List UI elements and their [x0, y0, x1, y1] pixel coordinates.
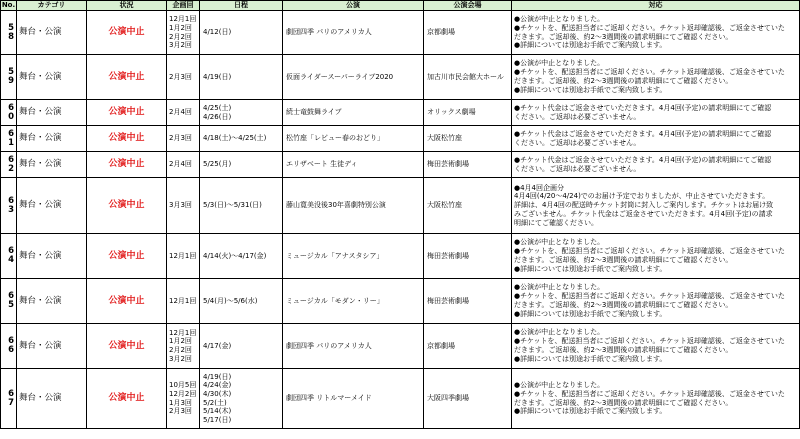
header-dates: 日程 [200, 1, 283, 11]
category-cell: 舞台・公演 [17, 324, 87, 369]
dates-cell-line: 4/14(火)～4/17(金) [203, 251, 267, 260]
header-venue: 公演会場 [424, 1, 512, 11]
dates-cell [200, 152, 283, 178]
table-row [1, 324, 800, 369]
round-cell-line: 2月2回 [169, 346, 192, 354]
status-cell: 公演中止 [87, 369, 167, 429]
dates-cell-line: 4/17(金) [203, 341, 232, 350]
row-number: 67 [1, 369, 17, 429]
response-cell-line: ●詳細については別途お手紙でご案内致します。 [514, 354, 667, 363]
response-cell-line: ください。ご返却は必要ございません。 [514, 164, 641, 173]
round-cell-line: 1月3回 [169, 398, 192, 407]
status-cell: 公演中止 [87, 11, 167, 55]
row-number: 63 [1, 178, 17, 234]
round-cell-line: 2月2回 [169, 32, 192, 41]
header-category: カテゴリ [17, 1, 87, 11]
table-row [1, 55, 800, 100]
dates-cell [200, 11, 283, 55]
header-no: No. [1, 1, 16, 9]
performance-cell: 松竹座「レビュー春のおどり」 [283, 126, 424, 152]
venue-cell: 京都劇場 [424, 324, 512, 369]
round-cell [167, 152, 200, 178]
dates-cell-line: 5/17(日) [203, 415, 232, 424]
table-body [1, 11, 800, 429]
performance-cell: 劇団四季 パリのアメリカ人 [283, 324, 424, 369]
table-row [1, 234, 800, 279]
response-cell-line: ●公演が中止となりました。 [514, 238, 605, 247]
performance-cell: ミュージカル「モダン・リー」 [283, 279, 424, 324]
response-cell-line: ●詳細については別途お手紙でご案内致します。 [514, 407, 667, 416]
category-cell: 舞台・公演 [17, 178, 87, 234]
response-cell [512, 234, 800, 279]
dates-cell-line: 4/26(日) [203, 112, 232, 121]
category-cell: 舞台・公演 [17, 100, 87, 126]
response-cell [512, 55, 800, 100]
response-cell-line: ●4月4回企画分 [514, 183, 565, 192]
response-cell-line: ●チケットを、配送担当者にご返却ください。チケット返却確認後、ご返金させていた [514, 389, 785, 398]
round-cell-line: 2月4回 [169, 160, 192, 169]
dates-cell [200, 234, 283, 279]
performance-cell: ミュージカル「アナスタシア」 [283, 234, 424, 279]
status-cell: 公演中止 [87, 234, 167, 279]
round-cell-line: 12月1回 [169, 251, 197, 260]
dates-cell [200, 178, 283, 234]
round-cell-line: 12月1回 [169, 15, 197, 24]
round-cell [167, 126, 200, 152]
dates-cell [200, 369, 283, 429]
status-cell: 公演中止 [87, 279, 167, 324]
response-cell-line: ●詳細については別途お手紙でご案内致します。 [514, 264, 667, 273]
table-row [1, 279, 800, 324]
response-cell-line: ●詳細については別途お手紙でご案内致します。 [514, 309, 667, 318]
venue-cell: 梅田芸術劇場 [424, 279, 512, 324]
row-number: 66 [1, 324, 17, 369]
round-cell-line: 3月2回 [169, 41, 192, 50]
venue-cell: 加古川市民会館大ホール [424, 55, 512, 100]
performance-cell: 仮面ライダースーパーライブ2020 [283, 55, 424, 100]
response-cell-line: みございません。チケット代金はご返金させていただきます。4月4回(予定)の請求 [514, 209, 773, 218]
response-cell-line: ●チケット代金はご返金させていただきます。4月4回(予定)の請求明細にてご確認 [514, 129, 772, 138]
performance-cell: 劇団四季 パリのアメリカ人 [283, 11, 424, 55]
dates-cell [200, 100, 283, 126]
response-cell [512, 126, 800, 152]
category-cell: 舞台・公演 [17, 369, 87, 429]
performance-cell: エリザベート 生徒ディ [283, 152, 424, 178]
response-cell-line: ●公演が中止となりました。 [514, 59, 605, 68]
category-cell: 舞台・公演 [17, 126, 87, 152]
category-cell: 舞台・公演 [17, 11, 87, 55]
status-cell: 公演中止 [87, 55, 167, 100]
dates-cell-line: 5/3(日)～5/31(日) [203, 201, 262, 210]
row-number: 65 [1, 279, 17, 324]
table-header-row [1, 1, 800, 11]
table-row [1, 126, 800, 152]
header-response: 対応 [512, 1, 800, 11]
round-cell-line: 2月4回 [169, 108, 192, 117]
dates-cell [200, 324, 283, 369]
venue-cell: オリックス劇場 [424, 100, 512, 126]
round-cell-line: 12月1回 [169, 296, 197, 305]
response-cell-line: だきます。ご返却後、約2～3週間後の請求明細にてご確認ください。 [514, 398, 733, 407]
round-cell-line: 12月1回 [169, 328, 197, 337]
dates-cell-line: 5/2(土) [203, 398, 227, 407]
response-cell-line: だきます。ご返却後、約2～3週間後の請求明細にてご確認ください。 [514, 301, 733, 309]
dates-cell [200, 55, 283, 100]
round-cell-line: 2月3回 [169, 72, 192, 81]
round-cell-line: 1月2回 [169, 23, 192, 32]
round-cell-line: 12月2回 [169, 389, 197, 398]
table-row [1, 11, 800, 55]
venue-cell: 大阪四季劇場 [424, 369, 512, 429]
dates-cell-line: 4/24(金) [203, 381, 232, 390]
round-cell-line: 2月3回 [169, 134, 192, 143]
category-cell: 舞台・公演 [17, 279, 87, 324]
venue-cell: 梅田芸術劇場 [424, 234, 512, 279]
response-cell-line: だきます。ご返却後、約2～3週間後の請求明細にてご確認ください。 [514, 256, 733, 264]
performance-cell: 続士竜鼓舞ライブ [283, 100, 424, 126]
response-cell-line: ●チケットを、配送担当者にご返却ください。チケット返却確認後、ご返金させていた [514, 23, 785, 32]
round-cell [167, 369, 200, 429]
header-round: 企画回 [167, 1, 200, 11]
venue-cell: 大阪松竹座 [424, 126, 512, 152]
table-row [1, 178, 800, 234]
venue-cell: 京都劇場 [424, 11, 512, 55]
response-cell [512, 100, 800, 126]
response-cell-line: ●公演が中止となりました。 [514, 328, 605, 337]
response-cell-line: ください。ご返却は必要ございません。 [514, 112, 641, 121]
response-cell [512, 152, 800, 178]
round-cell-line: 3月3回 [169, 201, 192, 210]
response-cell-line: ●チケット代金はご返金させていただきます。4月4回(予定)の請求明細にてご確認 [514, 155, 772, 164]
header-status: 状況 [87, 1, 167, 11]
venue-cell: 梅田芸術劇場 [424, 152, 512, 178]
round-cell-line: 1月2回 [169, 337, 192, 346]
round-cell [167, 279, 200, 324]
performance-cell: 藤山寛美没後30年喜劇特別公演 [283, 178, 424, 234]
response-cell-line: だきます。ご返却後、約2～3週間後の請求明細にてご確認ください。 [514, 77, 733, 85]
round-cell-line: 10月5回 [169, 381, 197, 390]
response-cell [512, 11, 800, 55]
status-cell: 公演中止 [87, 152, 167, 178]
category-cell: 舞台・公演 [17, 234, 87, 279]
dates-cell [200, 279, 283, 324]
dates-cell-line: 4/18(土)～4/25(土) [203, 134, 267, 143]
dates-cell-line: 5/14(木) [203, 407, 232, 416]
status-cell: 公演中止 [87, 100, 167, 126]
dates-cell [200, 126, 283, 152]
response-cell-line: ●詳細については別途お手紙でご案内致します。 [514, 85, 667, 94]
round-cell [167, 234, 200, 279]
row-number: 59 [1, 55, 17, 100]
response-cell-line: だきます。ご返却後、約2～3週間後の請求明細にてご確認ください。 [514, 346, 733, 354]
response-cell-line: 4月4回(4/20～4/24)でのお届け予定でおりましたが、中止させていただきます。 [514, 192, 770, 201]
status-cell: 公演中止 [87, 126, 167, 152]
dates-cell-line: 4/19(日) [203, 372, 232, 381]
table-row [1, 152, 800, 178]
response-cell-line: ●公演が中止となりました。 [514, 283, 605, 292]
response-cell-line: ●チケット代金はご返金させていただきます。4月4回(予定)の請求明細にてご確認 [514, 103, 772, 112]
category-cell: 舞台・公演 [17, 55, 87, 100]
response-cell [512, 279, 800, 324]
row-number: 60 [1, 100, 17, 126]
row-number: 64 [1, 234, 17, 279]
venue-cell: 大阪松竹座 [424, 178, 512, 234]
dates-cell-line: 4/19(日) [203, 72, 232, 81]
row-number: 62 [1, 152, 17, 178]
response-cell-line: ●チケットを、配送担当者にご返却ください。チケット返却確認後、ご返金させていた [514, 68, 785, 77]
response-cell [512, 324, 800, 369]
response-cell-line: ●チケットを、配送担当者にご返却ください。チケット返却確認後、ご返金させていた [514, 337, 785, 346]
response-cell-line: ●チケットを、配送担当者にご返却ください。チケット返却確認後、ご返金させていた [514, 247, 785, 256]
response-cell [512, 369, 800, 429]
table-row [1, 100, 800, 126]
round-cell [167, 11, 200, 55]
round-cell-line: 3月2回 [169, 354, 192, 363]
round-cell [167, 178, 200, 234]
dates-cell-line: 4/30(木) [203, 389, 232, 398]
round-cell [167, 324, 200, 369]
dates-cell-line: 5/25(月) [203, 160, 232, 169]
round-cell [167, 55, 200, 100]
header-performance: 公演 [283, 1, 424, 11]
round-cell [167, 100, 200, 126]
dates-cell-line: 4/25(土) [203, 103, 232, 112]
status-cell: 公演中止 [87, 324, 167, 369]
table-row [1, 369, 800, 429]
dates-cell-line: 4/12(日) [203, 28, 232, 37]
response-cell [512, 178, 800, 234]
response-cell-line: ●詳細については別途お手紙でご案内致します。 [514, 41, 667, 50]
dates-cell-line: 5/4(月)～5/6(水) [203, 296, 258, 305]
round-cell-line: 2月3回 [169, 407, 192, 416]
status-cell: 公演中止 [87, 178, 167, 234]
response-cell-line: 明細にてご確認ください。 [514, 218, 598, 227]
category-cell: 舞台・公演 [17, 152, 87, 178]
response-cell-line: ●公演が中止となりました。 [514, 380, 605, 389]
response-cell-line: ください。ご返却は必要ございません。 [514, 138, 641, 147]
row-number: 58 [1, 11, 17, 55]
response-cell-line: ●公演が中止となりました。 [514, 14, 605, 23]
response-cell-line: ●チケットを、配送担当者にご返却ください。チケット返却確認後、ご返金させていた [514, 292, 785, 301]
response-cell-line: だきます。ご返却後、約2～3週間後の請求明細にてご確認ください。 [514, 32, 733, 41]
row-number: 61 [1, 126, 17, 152]
performance-cell: 劇団四季 リトルマーメイド [283, 369, 424, 429]
response-cell-line: 詳細は、4月4回の配送時チケット封筒に封入しご案内します。チケットはお届け致 [514, 201, 774, 210]
